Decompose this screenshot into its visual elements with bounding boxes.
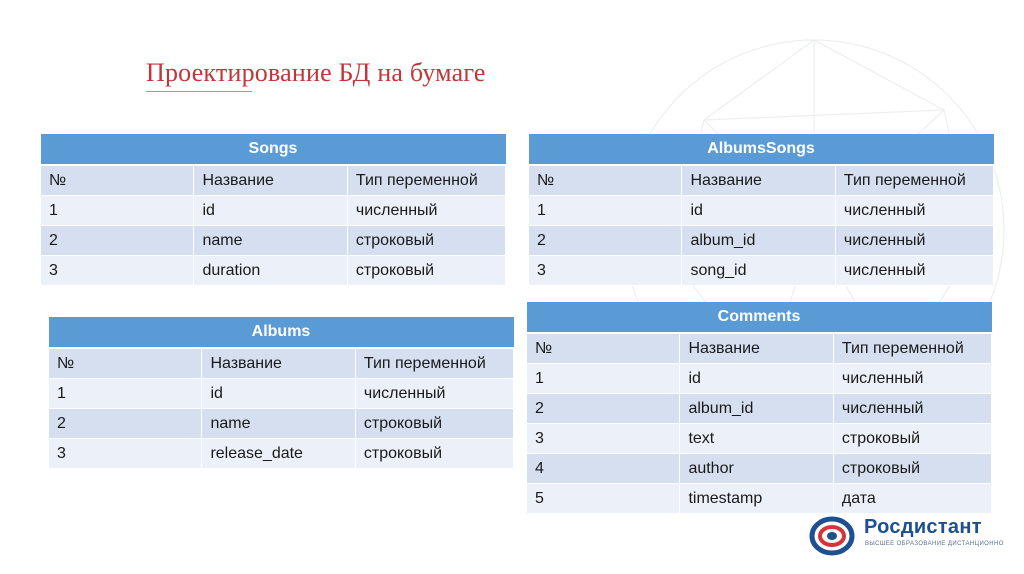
- table-row: [527, 484, 992, 514]
- table-cell: album_id: [680, 394, 833, 424]
- table-cell: 2: [529, 226, 682, 256]
- column-header: Название: [194, 165, 347, 196]
- table-row: [49, 439, 514, 469]
- table-cell: 2: [41, 226, 194, 256]
- logo-swirl-icon: [808, 514, 858, 558]
- table-cell: id: [194, 196, 347, 226]
- table-row: [527, 394, 992, 424]
- table-cell: id: [202, 379, 355, 409]
- table-cell: строковый: [347, 226, 505, 256]
- table-title: Songs: [41, 134, 506, 165]
- table-cell: 1: [41, 196, 194, 226]
- table-cell: 1: [527, 364, 680, 394]
- table-cell: строковый: [355, 439, 513, 469]
- column-header: Название: [202, 348, 355, 379]
- table-cell: 3: [49, 439, 202, 469]
- column-header: Название: [682, 165, 835, 196]
- table-cell: численный: [835, 226, 993, 256]
- table-row: [41, 256, 506, 286]
- table-title: Albums: [49, 317, 514, 348]
- table-cell: timestamp: [680, 484, 833, 514]
- column-header: Тип переменной: [355, 348, 513, 379]
- table-row: [529, 196, 994, 226]
- table-cell: 4: [527, 454, 680, 484]
- table-cell: 2: [49, 409, 202, 439]
- table-cell: release_date: [202, 439, 355, 469]
- table-cell: численный: [833, 394, 991, 424]
- logo-name: Росдистант: [864, 516, 982, 538]
- column-header: Тип переменной: [835, 165, 993, 196]
- title-underline: [146, 91, 252, 92]
- table-cell: дата: [833, 484, 991, 514]
- table-title: Comments: [527, 302, 992, 333]
- table-cell: численный: [347, 196, 505, 226]
- column-header: №: [41, 165, 194, 196]
- table-cell: name: [202, 409, 355, 439]
- table-cell: 1: [529, 196, 682, 226]
- table-cell: 3: [41, 256, 194, 286]
- table-cell: album_id: [682, 226, 835, 256]
- table-cell: 5: [527, 484, 680, 514]
- table-cell: id: [682, 196, 835, 226]
- column-header: №: [527, 333, 680, 364]
- table-row: [529, 226, 994, 256]
- table-cell: song_id: [682, 256, 835, 286]
- table-row: [41, 196, 506, 226]
- table-row: [527, 424, 992, 454]
- table-header-row: [529, 165, 994, 196]
- songs-table: [40, 134, 506, 286]
- table-cell: 2: [527, 394, 680, 424]
- table-cell: численный: [835, 256, 993, 286]
- table-cell: text: [680, 424, 833, 454]
- table-cell: численный: [355, 379, 513, 409]
- rosdistant-logo: [808, 514, 1004, 558]
- table-cell: author: [680, 454, 833, 484]
- column-header: Название: [680, 333, 833, 364]
- comments-table: [526, 302, 992, 514]
- table-cell: строковый: [347, 256, 505, 286]
- column-header: Тип переменной: [347, 165, 505, 196]
- table-row: [49, 409, 514, 439]
- table-cell: строковый: [833, 454, 991, 484]
- table-cell: 1: [49, 379, 202, 409]
- table-cell: name: [194, 226, 347, 256]
- table-cell: 3: [529, 256, 682, 286]
- table-cell: строковый: [833, 424, 991, 454]
- table-title: AlbumsSongs: [529, 134, 994, 165]
- table-cell: 3: [527, 424, 680, 454]
- albumssongs-table: [528, 134, 994, 286]
- table-header-row: [41, 165, 506, 196]
- albums-table: [48, 317, 514, 469]
- table-row: [527, 364, 992, 394]
- table-row: [49, 379, 514, 409]
- table-cell: строковый: [355, 409, 513, 439]
- table-cell: численный: [833, 364, 991, 394]
- table-cell: id: [680, 364, 833, 394]
- table-cell: duration: [194, 256, 347, 286]
- table-row: [527, 454, 992, 484]
- column-header: №: [49, 348, 202, 379]
- table-header-row: [527, 333, 992, 364]
- table-row: [41, 226, 506, 256]
- slide-title: Проектирование БД на бумаге: [146, 58, 486, 87]
- column-header: №: [529, 165, 682, 196]
- logo-tagline: ВЫСШЕЕ ОБРАЗОВАНИЕ ДИСТАНЦИОННО: [865, 541, 1004, 547]
- table-cell: численный: [835, 196, 993, 226]
- table-header-row: [49, 348, 514, 379]
- column-header: Тип переменной: [833, 333, 991, 364]
- table-row: [529, 256, 994, 286]
